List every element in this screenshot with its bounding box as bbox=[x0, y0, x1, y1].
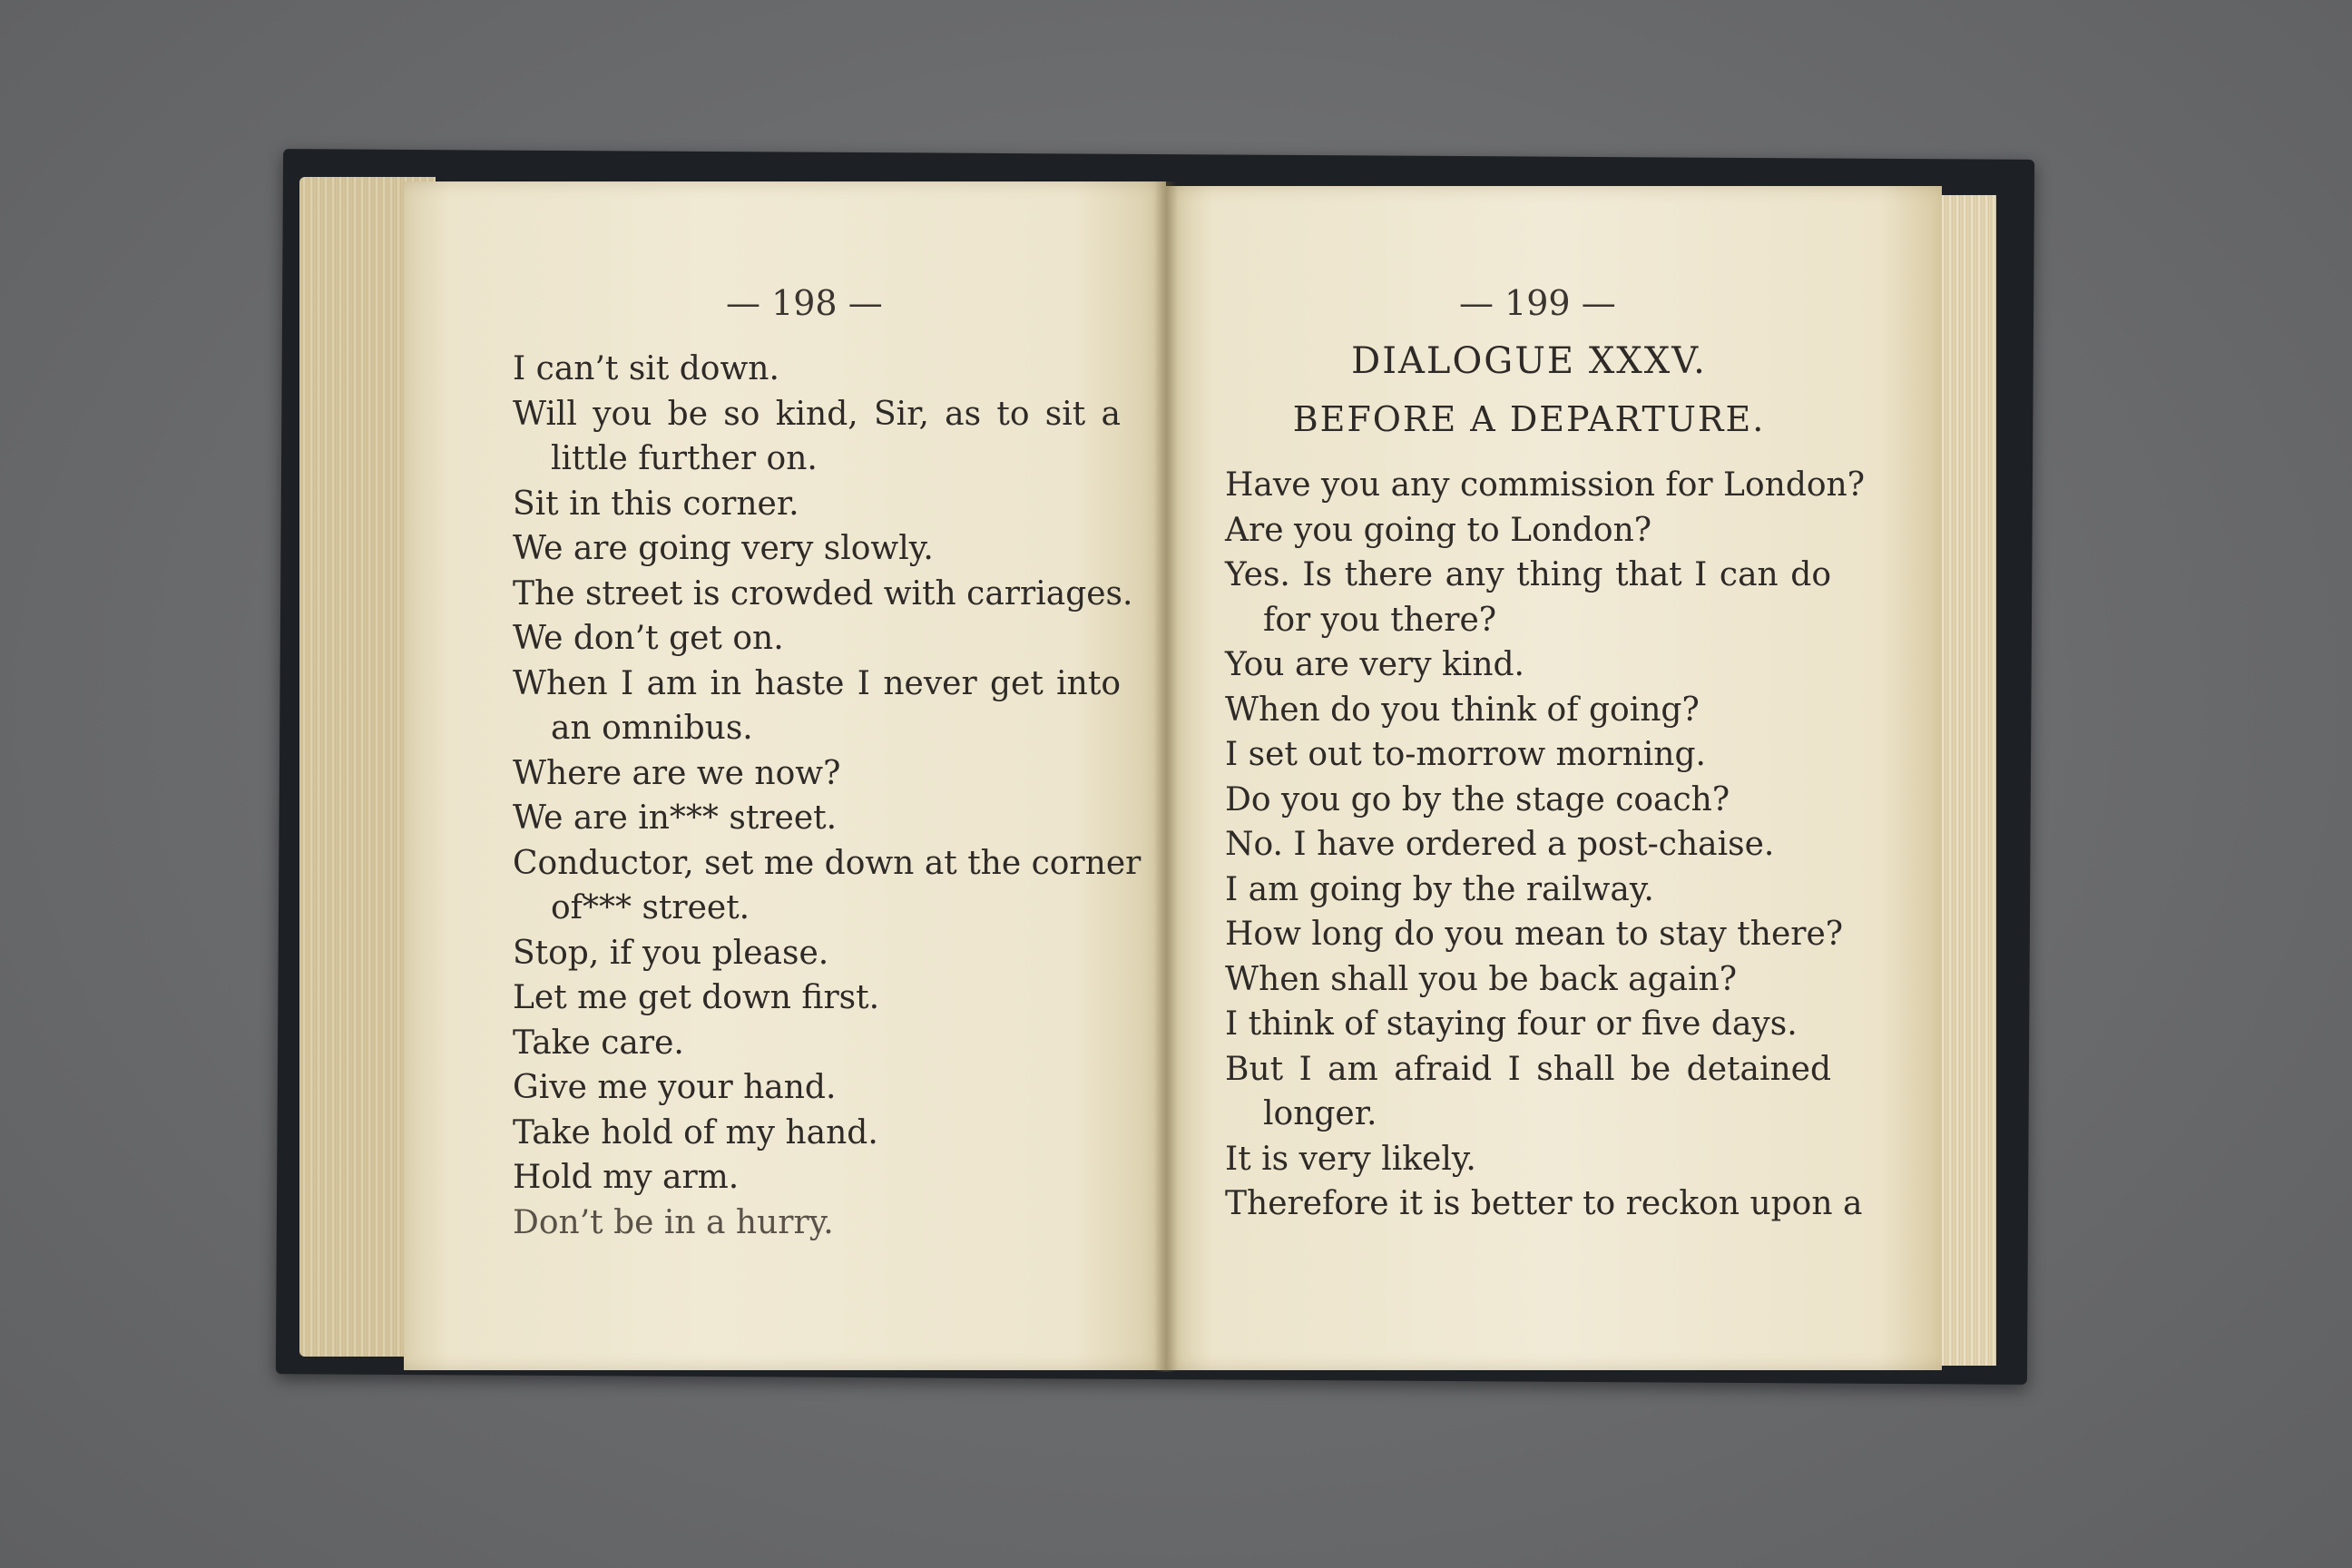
text-line: I set out to-morrow morning. bbox=[1225, 736, 1706, 773]
page-number-right: — 199 — bbox=[1459, 283, 1616, 323]
text-line: little further on. bbox=[551, 440, 818, 477]
text-line: Are you going to London? bbox=[1225, 511, 1652, 549]
text-line: Give me your hand. bbox=[513, 1069, 837, 1106]
text-line: for you there? bbox=[1263, 601, 1497, 639]
book-gutter bbox=[1154, 181, 1178, 1372]
text-line: Have you any commission for London? bbox=[1225, 466, 1866, 504]
text-line: Take hold of my hand. bbox=[513, 1113, 878, 1152]
text-line: We don’t get on. bbox=[513, 620, 784, 657]
text-line: longer. bbox=[1263, 1095, 1377, 1132]
dialogue-heading: DIALOGUE XXXV. bbox=[1351, 340, 1707, 382]
text-line: I can’t sit down. bbox=[513, 350, 779, 387]
page-number-left: — 198 — bbox=[726, 283, 883, 323]
text-line: Don’t be in a hurry. bbox=[513, 1203, 834, 1241]
text-line: Take care. bbox=[513, 1024, 684, 1062]
text-line: Yes. Is there any thing that I can do bbox=[1225, 556, 1831, 593]
text-line: The street is crowded with carriages. bbox=[513, 574, 1133, 612]
text-line: Where are we now? bbox=[513, 754, 841, 792]
text-line: When shall you be back again? bbox=[1225, 960, 1738, 998]
text-line: an omnibus. bbox=[551, 710, 753, 747]
text-line: Do you go by the stage coach? bbox=[1225, 780, 1730, 818]
text-line: We are in*** street. bbox=[513, 799, 838, 837]
text-line: Stop, if you please. bbox=[513, 934, 829, 972]
text-line: When do you think of going? bbox=[1225, 691, 1700, 729]
text-line: It is very likely. bbox=[1225, 1140, 1476, 1178]
text-line: When I am in haste I never get into bbox=[513, 664, 1121, 702]
text-line: How long do you mean to stay there? bbox=[1225, 916, 1844, 953]
text-line: I think of staying four or five days. bbox=[1225, 1005, 1798, 1043]
text-line: But I am afraid I shall be detained bbox=[1225, 1050, 1831, 1088]
text-line: Conductor, set me down at the corner bbox=[513, 844, 1142, 882]
text-line: No. I have ordered a post-chaise. bbox=[1225, 826, 1775, 863]
text-line: Let me get down first. bbox=[513, 979, 880, 1016]
text-line: Sit in this corner. bbox=[513, 485, 799, 523]
text-line: You are very kind. bbox=[1225, 646, 1524, 683]
dialogue-subheading: BEFORE A DEPARTURE. bbox=[1292, 399, 1766, 439]
text-line: Hold my arm. bbox=[513, 1159, 740, 1196]
text-line: I am going by the railway. bbox=[1225, 870, 1654, 908]
text-line: Therefore it is better to reckon upon a bbox=[1225, 1185, 1863, 1222]
right-page-text bbox=[1225, 463, 1866, 1227]
text-line: We are going very slowly. bbox=[513, 530, 934, 567]
text-line: Will you be so kind, Sir, as to sit a bbox=[513, 395, 1121, 433]
text-line: of*** street. bbox=[551, 889, 750, 926]
left-page-text bbox=[513, 347, 1142, 1245]
